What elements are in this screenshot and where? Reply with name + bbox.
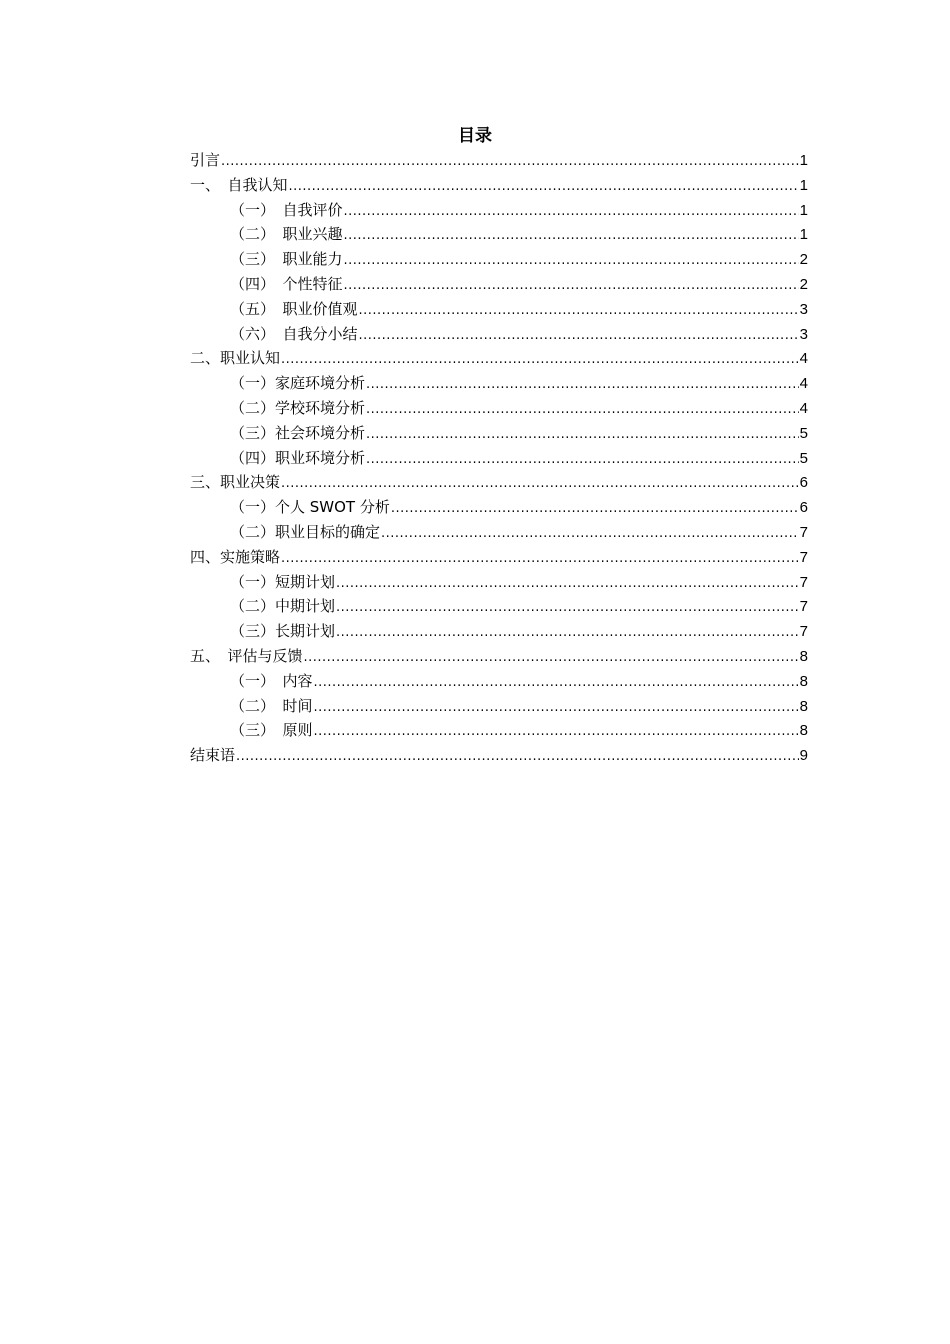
toc-entry-label: （一） 自我评价 (230, 200, 343, 219)
toc-page-number: 2 (799, 275, 808, 293)
toc-page-number: 2 (799, 251, 808, 269)
toc-entry[interactable] (190, 222, 808, 247)
toc-entry[interactable] (190, 346, 808, 371)
toc-entry[interactable] (190, 247, 808, 272)
toc-dot-leader (359, 299, 799, 324)
toc-page-number: 4 (799, 375, 808, 393)
toc-entry-label: 引言 (190, 151, 221, 169)
toc-entry-label: （一） 内容 (230, 671, 313, 690)
toc-dot-leader (314, 696, 799, 721)
toc-page-number: 5 (799, 424, 808, 442)
toc-dot-leader (344, 249, 799, 274)
toc-dot-leader (381, 522, 799, 547)
toc-dot-leader (359, 324, 799, 349)
toc-entry-label: （六） 自我分小结 (230, 324, 358, 343)
toc-entry-label: （二）职业目标的确定 (230, 522, 381, 541)
toc-page-number: 8 (799, 722, 808, 740)
toc-entry-label: （二）学校环境分析 (230, 398, 366, 417)
toc-entry-label: 二、职业认知 (190, 349, 281, 368)
toc-entry[interactable] (190, 272, 808, 297)
toc-page-number: 3 (799, 325, 808, 343)
toc-entry[interactable] (190, 718, 808, 743)
toc-page-number: 7 (799, 623, 808, 641)
toc-entry[interactable] (190, 173, 808, 198)
toc-entry-label: （一）短期计划 (230, 572, 336, 591)
toc-entry-label: （一）家庭环境分析 (230, 374, 366, 393)
toc-title: 目录 (458, 126, 492, 146)
toc-page-number: 4 (799, 399, 808, 417)
toc-page-number: 6 (799, 499, 808, 517)
toc-page-number: 7 (799, 548, 808, 566)
toc-page-number: 9 (799, 747, 808, 765)
toc-entry[interactable] (190, 520, 808, 545)
toc-entry[interactable] (190, 644, 808, 669)
toc-entry-label: 五、 评估与反馈 (190, 646, 303, 665)
toc-entry-label: （四）职业环境分析 (230, 448, 366, 467)
toc-entry-label: 一、 自我认知 (190, 175, 288, 194)
toc-entry-label: （二） 职业兴趣 (230, 225, 343, 244)
toc-dot-leader (314, 671, 799, 696)
toc-entry[interactable] (190, 396, 808, 421)
toc-entry-label: （二）中期计划 (230, 597, 336, 616)
toc-page-number: 1 (799, 176, 808, 194)
toc-page-number: 1 (799, 226, 808, 244)
toc-entry[interactable] (190, 198, 808, 223)
table-of-contents (190, 148, 808, 768)
toc-entry-label: （一）个人 SWOT 分析 (230, 498, 390, 517)
toc-entry-label: （三） 原则 (230, 721, 313, 740)
toc-entry[interactable] (190, 421, 808, 446)
toc-entry-label: （三）社会环境分析 (230, 423, 366, 442)
toc-entry[interactable] (190, 148, 808, 173)
toc-entry[interactable] (190, 470, 808, 495)
toc-entry[interactable] (190, 743, 808, 768)
toc-dot-leader (281, 348, 799, 373)
toc-entry[interactable] (190, 446, 808, 471)
toc-dot-leader (304, 646, 799, 671)
toc-page-number: 5 (799, 449, 808, 467)
toc-entry-label: 三、职业决策 (190, 473, 281, 492)
toc-page-number: 7 (799, 573, 808, 591)
toc-entry-label: （三） 职业能力 (230, 250, 343, 269)
toc-page-number: 8 (799, 672, 808, 690)
toc-dot-leader (289, 175, 799, 200)
toc-dot-leader (221, 150, 799, 175)
toc-entry-label: 结束语 (190, 746, 236, 765)
toc-entry[interactable] (190, 594, 808, 619)
toc-page-number: 8 (799, 697, 808, 715)
toc-dot-leader (344, 224, 799, 249)
toc-dot-leader (336, 621, 799, 646)
toc-dot-leader (281, 547, 799, 572)
toc-page-number: 1 (799, 201, 808, 219)
toc-entry[interactable] (190, 669, 808, 694)
toc-entry-label: （二） 时间 (230, 696, 313, 715)
toc-dot-leader (236, 745, 799, 770)
toc-dot-leader (344, 200, 799, 225)
toc-entry[interactable] (190, 371, 808, 396)
toc-dot-leader (336, 596, 799, 621)
toc-page-number: 6 (799, 474, 808, 492)
toc-dot-leader (344, 274, 799, 299)
toc-entry-label: （三）长期计划 (230, 622, 336, 641)
toc-entry-label: 四、实施策略 (190, 547, 281, 566)
toc-page-number: 7 (799, 523, 808, 541)
toc-entry-label: （四） 个性特征 (230, 274, 343, 293)
toc-entry[interactable] (190, 694, 808, 719)
toc-entry[interactable] (190, 495, 808, 520)
toc-dot-leader (281, 472, 799, 497)
toc-page-number: 3 (799, 300, 808, 318)
toc-dot-leader (336, 572, 799, 597)
toc-page-number: 8 (799, 647, 808, 665)
toc-dot-leader (314, 720, 799, 745)
toc-entry[interactable] (190, 297, 808, 322)
toc-entry[interactable] (190, 619, 808, 644)
toc-entry[interactable] (190, 545, 808, 570)
toc-dot-leader (366, 398, 799, 423)
toc-entry[interactable] (190, 322, 808, 347)
toc-dot-leader (366, 373, 799, 398)
toc-page-number: 1 (799, 152, 808, 169)
toc-page-number: 4 (799, 350, 808, 368)
toc-entry-label: （五） 职业价值观 (230, 299, 358, 318)
toc-page-number: 7 (799, 598, 808, 616)
toc-dot-leader (391, 497, 799, 522)
toc-dot-leader (366, 423, 799, 448)
toc-dot-leader (366, 448, 799, 473)
toc-entry[interactable] (190, 570, 808, 595)
